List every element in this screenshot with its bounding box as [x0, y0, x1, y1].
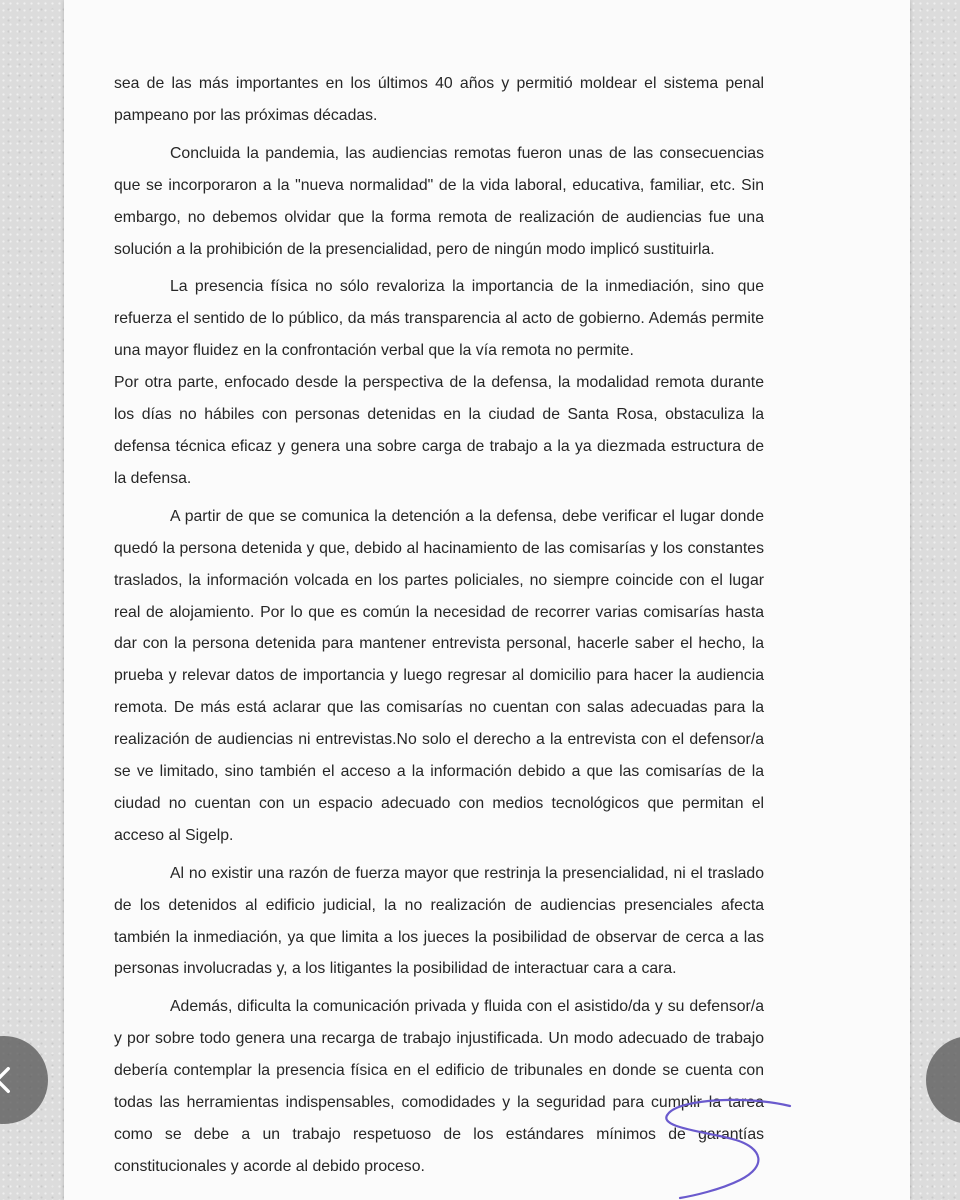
document-body — [114, 68, 764, 1189]
paragraph-7: Además, dificulta la comunicación privada y fluida con el asistido/da y su defensor/a y por sobre todo genera una recarga de trabajo injustificada. Un modo adecuado de trabajo debería contemplar la presencia física en el edificio de tribunales en donde se cuenta con todas las herramientas indispensables, comodidades y la seguridad para cumplir la tarea como se debe a un trabajo respetuoso de los estándares mínimos de garantías constitucionales y acorde al debido proceso. — [114, 998, 764, 1175]
signature-icon — [640, 1088, 820, 1200]
chevron-right-icon — [953, 1063, 960, 1097]
previous-page-button[interactable] — [0, 1036, 48, 1124]
paragraph-3: La presencia física no sólo revaloriza la importancia de la inmediación, sino que refuerza el sentido de lo público, da más transparencia al acto de gobierno. Además permite una mayor fluidez en la confrontación verbal que la vía remota no permite. — [114, 278, 764, 360]
paragraph-6: Al no existir una razón de fuerza mayor que restrinja la presencialidad, ni el traslado de los detenidos al edificio judicial, la no realización de audiencias presenciales afecta también la inmediación, ya que limita a los jueces la posibilidad de observar de cerca a las personas involucradas y, a los litigantes la posibilidad de interactuar cara a cara. — [114, 864, 764, 978]
paragraph-4: Por otra parte, enfocado desde la perspectiva de la defensa, la modalidad remota durante los días no hábiles con personas detenidas en la ciudad de Santa Rosa, obstaculiza la defensa técnica eficaz y genera una sobre carga de trabajo a la ya diezmada estructura de la defensa. — [114, 374, 764, 487]
paragraph-1: sea de las más importantes en los últimos 40 años y permitió moldear el sistema penal pampeano por las próximas décadas. — [114, 75, 764, 124]
chevron-left-icon — [0, 1063, 21, 1097]
paragraph-5: A partir de que se comunica la detención a la defensa, debe verificar el lugar donde quedó la persona detenida y que, debido al hacinamiento de las comisarías y los constantes traslados, la información volcada en los partes policiales, no siempre coincide con el lugar real de alojamiento. Por lo que es común la necesidad de recorrer varias comisarías hasta dar con la persona detenida para mantener entrevista personal, hacerle saber el hecho, la prueba y relevar datos de importancia y luego regresar al domicilio para hacer la audiencia remota. De más está aclarar que las comisarías no cuentan con salas adecuadas para la realización de audiencias ni entrevistas.No solo el derecho a la entrevista con el defensor/a se ve limitado, sino también el acceso a la información debido a que las comisarías de la ciudad no cuentan con un espacio adecuado con medios tecnológicos que permitan el acceso al Sigelp. — [114, 507, 764, 844]
paragraph-2: Concluida la pandemia, las audiencias remotas fueron unas de las consecuencias que se incorporaron a la "nueva normalidad" de la vida laboral, educativa, familiar, etc. Sin embargo, no debemos olvidar que la forma remota de realización de audiencias fue una solución a la prohibición de la presencialidad, pero de ningún modo implicó sustituirla. — [114, 144, 764, 258]
next-page-button[interactable] — [926, 1036, 960, 1124]
